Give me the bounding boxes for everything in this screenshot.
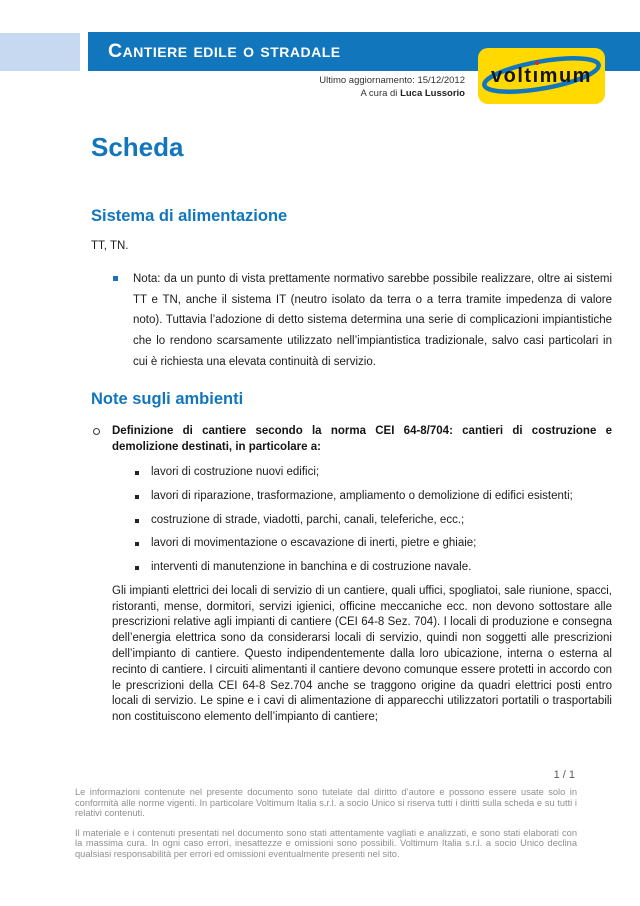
list-item-text: interventi di manutenzione in banchina e di costruzione navale.	[151, 561, 472, 574]
header-accent-block	[0, 33, 80, 71]
list-item-text: costruzione di strade, viadotti, parchi, canali, teleferiche, ecc.;	[151, 513, 465, 526]
document-title: Cantiere edile o stradale	[108, 40, 341, 62]
square-bullet-icon	[135, 542, 139, 546]
page-number: 1 / 1	[553, 769, 575, 781]
voltimum-logo	[478, 48, 605, 104]
service-premises-paragraph: Gli impianti elettrici dei locali di servizio di un cantiere, quali uffici, spogliatoi, sale riunione, spacci, ristoranti, mense, dormitori, servizi igienici, officine meccaniche ecc. non devono sottostare alle prescrizioni relative agli impianti di cantiere (CEI 64-8 Sez. 704). I locali di produzione e consegna dell’energia elettrica sono da considerarsi locali di servizio, quindi non soggetti alle prescrizioni dell’impianto di cantiere. Questo indipendentemente dalla loro ubicazione, interna o esterna al recinto di cantiere. I circuiti alimentanti il cantiere devono comunque essere protetti in accordo con le prescrizioni della CEI 64-8 Sez.704 anche se traggono origine da quadri elettrici posti entro locali di servizio. Le spine e i cavi di alimentazione di apparecchi utilizzatori portatili o trasportabili non costituiscono elemento dell’impianto di cantiere;	[112, 584, 612, 724]
logo-letter-i: ı	[532, 64, 540, 87]
author-line	[91, 88, 465, 101]
footer-disclaimer-2: Il materiale e i contenuti presentati nel documento sono stati attentamente vagliati e analizzati, e sono stati elaborati con la massima cura. In ogni caso errori, inesattezze e omissioni sono possibili. Voltimum Italia s.r.l. a socio Unico declina qualsiasi responsabilità per errori ed omissioni eventualmente presenti nel sito.	[75, 827, 577, 859]
list-item	[91, 536, 612, 552]
definition-bullet-item	[91, 424, 612, 456]
logo-text-part2: mum	[539, 64, 592, 87]
list-item	[91, 489, 612, 505]
page-footer	[75, 769, 577, 860]
page-title: Scheda	[91, 132, 184, 162]
section-heading-ambienti: Note sugli ambienti	[91, 390, 244, 409]
supply-systems-text: TT, TN.	[91, 240, 129, 252]
document-body	[91, 133, 612, 726]
list-item-text: lavori di riparazione, trasformazione, ampliamento o demolizione di edifici esistenti;	[151, 489, 573, 502]
section-heading-alimentazione: Sistema di alimentazione	[91, 207, 288, 225]
list-item-text: lavori di costruzione nuovi edifici;	[151, 465, 320, 478]
logo-wordmark	[478, 48, 605, 104]
square-bullet-icon	[135, 519, 139, 523]
square-bullet-icon	[113, 276, 118, 281]
square-bullet-icon	[135, 495, 139, 499]
note-text: Nota: da un punto di vista prettamente normativo sarebbe possibile realizzare, oltre ai sistemi TT e TN, anche il sistema IT (neutro isolato da terra o a terra tramite impedenza di valore noto). Tuttavia l’adozione di detto sistema determina una serie di complicazioni impiantistiche che lo rendono scarsamente utilizzato nell’impiantistica tradizionale, salvo casi particolari in cui è richiesta una elevata continuità di servizio.	[133, 272, 612, 368]
list-item	[91, 513, 612, 529]
author-name: Luca Lussorio	[400, 87, 465, 99]
footer-disclaimer-1: Le informazioni contenute nel presente documento sono tutelate dal diritto d’autore e possono essere usate solo in conformità alle norme vigenti. In particolare Voltimum Italia s.r.l. a socio Unico si riserva tutti i diritti sulla scheda e su tutti i relativi contenuti.	[75, 787, 577, 819]
square-bullet-icon	[135, 566, 139, 570]
square-bullet-icon	[135, 471, 139, 475]
circle-bullet-icon	[93, 428, 100, 435]
worksite-types-list	[91, 465, 612, 576]
list-item	[91, 560, 612, 576]
note-bullet-item	[91, 269, 612, 373]
list-item-text: lavori di movimentazione o escavazione di inerti, pietre e ghiaie;	[151, 537, 477, 550]
logo-text-part1: volt	[491, 64, 533, 87]
definition-text: Definizione di cantiere secondo la norma CEI 64-8/704: cantieri di costruzione e demolizione destinati, in particolare a:	[112, 425, 612, 454]
author-prefix: A cura di	[360, 87, 401, 99]
document-meta	[91, 75, 465, 100]
last-updated-line: Ultimo aggiornamento: 15/12/2012	[319, 75, 465, 86]
list-item	[91, 465, 612, 481]
